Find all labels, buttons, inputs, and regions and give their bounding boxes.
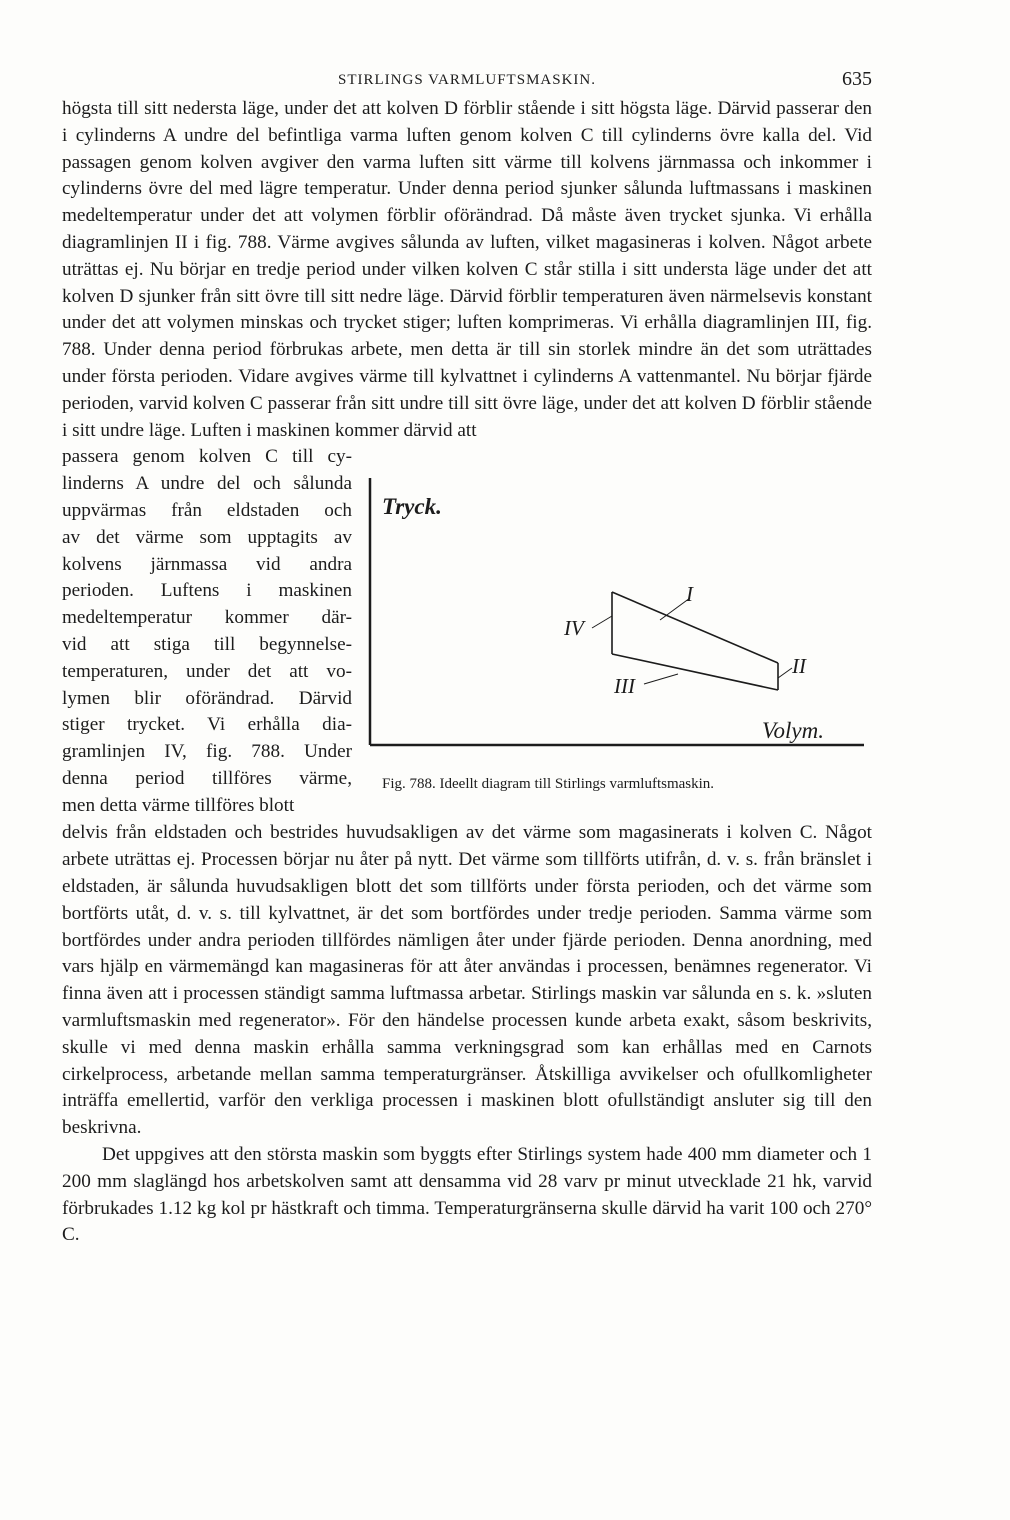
label-III: III bbox=[614, 674, 635, 699]
pv-diagram bbox=[368, 458, 872, 778]
running-title: STIRLINGS VARMLUFTSMASKIN. bbox=[338, 72, 596, 88]
diagram-line-I bbox=[612, 592, 778, 663]
wrapped-line: perioden. Luftens i maskinen bbox=[62, 580, 352, 602]
wrapped-line: uppvärmas från eldstaden och bbox=[62, 499, 352, 521]
y-axis-label: Tryck. bbox=[382, 494, 442, 520]
wrapped-line: medeltemperatur kommer där- bbox=[62, 607, 352, 629]
paragraph-1-continued: delvis från eldstaden och bestrides huvudsakligen av det värme som magasinerats i kolven C. Något arbete uträttas ej. Processen börjar nu åter på nytt. Det värme som tillförts utifrån, d. v. s. från bränslet i eldstaden, är sålunda huvudsakligen blott det som tillförts under första perioden, och det värme som bortförts utåt, d. v. s. till kylvattnet, är det som bortfördes under tredje perioden. Samma värme som bortfördes under andra perioden tillfördes nämligen åter under fjärde perioden. Denna anordning, med vars hjälp en värmemängd kan magasineras för att åter användas i processen, benämnes regenerator. Vi finna även att i processen ständigt samma luftmassa arbetar. Stirlings maskin var sålunda en s. k. »sluten varmluftsmaskin med regenerator». För den händelse processen kunde arbeta exakt, såsom beskrivits, skulle vi med denna maskin erhålla samma verkningsgrad som kan erhållas med en Carnots cirkelprocess, arbetande mellan samma temperaturgränser. Åtskilliga avvikelser och ofullkomligheter inträffa emellertid, varför den verkliga processen i maskinen blott ofullständigt ansluter sig till den beskrivna. bbox=[62, 822, 872, 1139]
wrapped-line: linderns A undre del och sålunda bbox=[62, 473, 352, 495]
x-axis-label: Volym. bbox=[762, 718, 824, 744]
leader-line-IV bbox=[592, 616, 612, 628]
wrapped-line: passera genom kolven C till cy- bbox=[62, 446, 352, 468]
diagram-line-III bbox=[612, 654, 778, 690]
wrapped-line: gramlinjen IV, fig. 788. Under bbox=[62, 741, 352, 763]
running-header bbox=[62, 66, 872, 96]
wrapped-line: temperaturen, under det att vo- bbox=[62, 660, 352, 682]
label-I: I bbox=[686, 582, 693, 607]
wrapped-line: stiger trycket. Vi erhålla dia- bbox=[62, 714, 352, 736]
wrapped-line: denna period tillföres värme, bbox=[62, 767, 352, 789]
paragraph-1: högsta till sitt nedersta läge, under det att kolven D förblir stående i sitt högsta läge. Därvid passerar den i cylinderns A undre del befintliga varma luften genom kolven C till cylinderns övre kalla del. Vid passagen genom kolven avgiver den varma luften sitt värme till kolvens järnmassa och inkommer i cylinderns övre del med lägre temperatur. Under denna period sjunker sålunda luftmassans i maskinen medeltemperatur under det att volymen förblir oförändrad. Då måste även trycket sjunka. Vi erhålla diagramlinjen II i fig. 788. Värme avgives sålunda av luften, vilket magasineras i kolven. Något arbete uträttas ej. Nu börjar en tredje period under vilken kolven C står stilla i sitt understa läge under det att kolven D sjunker från sitt övre till sitt nedre läge. Därvid förblir temperaturen även närmelsevis konstant under det att volymen minskas och trycket stiger; luften komprimeras. Vi erhålla diagramlinjen III, fig. 788. Under denna period förbrukas arbete, men detta är till sin storlek mindre än det som uträttades under första perioden. Vidare avgives värme till kylvattnet i cylinderns A vattenmantel. Nu börjar fjärde perioden, varvid kolven C passerar från sitt undre till sitt övre läge, under det att kolven D förblir stående i sitt undre läge. Luften i maskinen kommer därvid att bbox=[62, 98, 872, 441]
wrapped-line: vid att stiga till begynnelse- bbox=[62, 633, 352, 655]
figure-788 bbox=[368, 458, 872, 798]
label-II: II bbox=[792, 654, 806, 679]
wrapped-line: av det värme som upptagits av bbox=[62, 526, 352, 548]
wrapped-line: men detta värme tillföres blott bbox=[62, 794, 295, 816]
wrapped-line: lymen blir oförändrad. Därvid bbox=[62, 687, 352, 709]
wrapped-text-column bbox=[62, 444, 352, 819]
page bbox=[62, 66, 872, 1249]
label-IV: IV bbox=[564, 616, 584, 641]
figure-wrap-block bbox=[62, 444, 872, 820]
leader-line-II bbox=[778, 668, 792, 678]
paragraph-2: Det uppgives att den största maskin som byggts efter Stirlings system hade 400 mm diameter och 1 200 mm slaglängd hos arbetskolven samt att densamma vid 28 varv pr minut utvecklade 21 hk, varvid förbrukades 1.12 kg kol pr hästkraft och timma. Temperaturgränserna skulle därvid ha varit 100 och 270° C. bbox=[62, 1143, 872, 1246]
page-number: 635 bbox=[842, 68, 872, 90]
leader-line-III bbox=[644, 674, 678, 684]
wrapped-line: kolvens järnmassa vid andra bbox=[62, 553, 352, 575]
figure-caption: Fig. 788. Ideellt diagram till Stirlings varmluftsmaskin. bbox=[382, 776, 715, 793]
